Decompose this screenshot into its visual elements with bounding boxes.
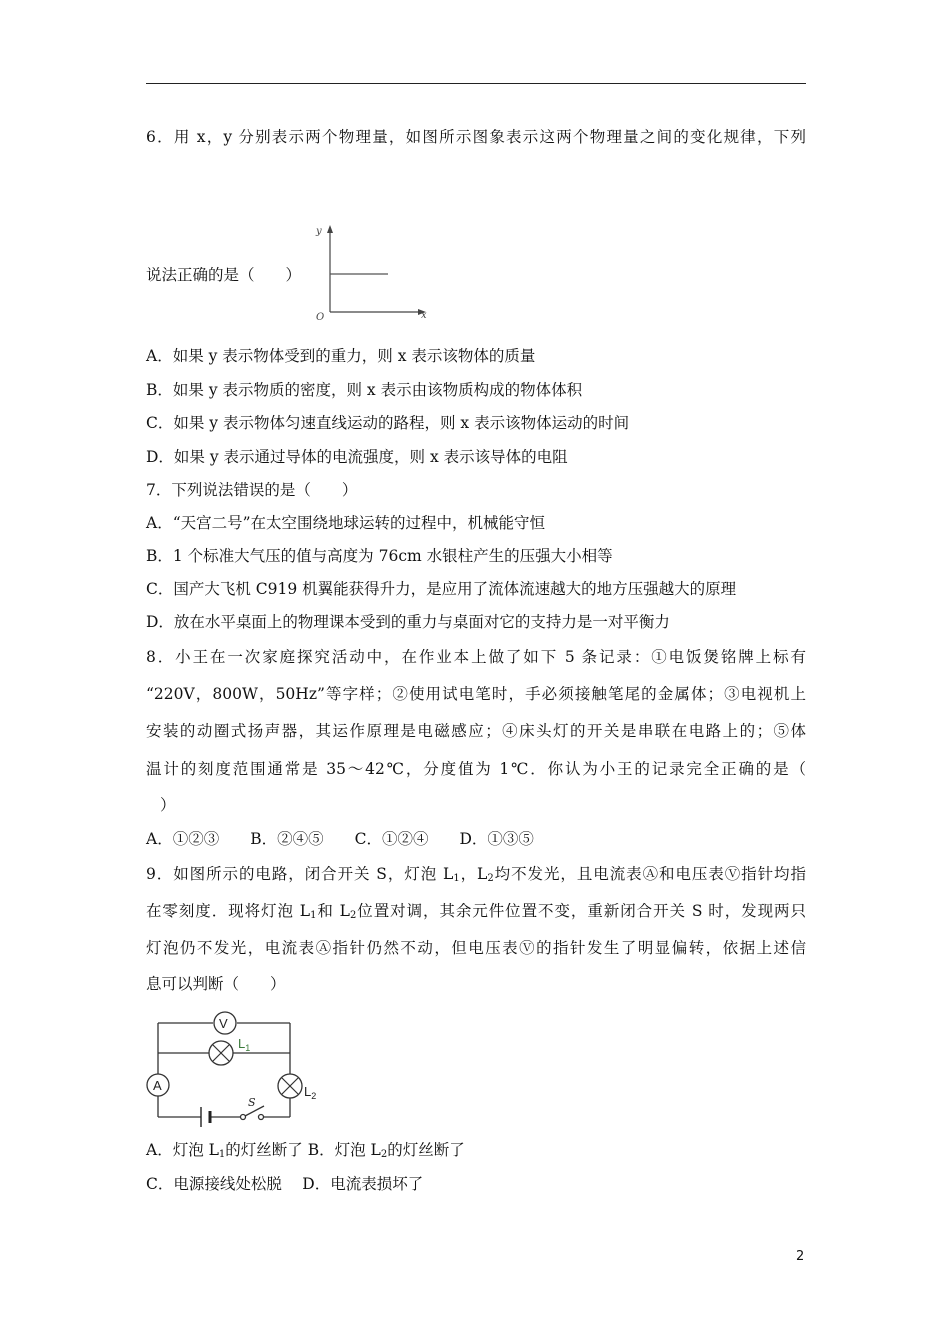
q8-line2: “220V，800W，50Hz”等字样；②使用试电笔时，手必须接触笔尾的金属体；③电视机上	[146, 685, 806, 703]
q6-option-d: D．如果 y 表示通过导体的电流强度，则 x 表示该导体的电阻	[146, 448, 568, 466]
q9-line4: 息可以判断（ ）	[146, 975, 286, 993]
q8-options: A．①②③ B．②④⑤ C．①②④ D．①③⑤	[146, 830, 534, 848]
y-axis-arrow	[327, 225, 333, 233]
q7-stem: 7．下列说法错误的是（ ）	[146, 481, 358, 499]
q6-stem-line1: 6．用 x，y 分别表示两个物理量，如图所示图象表示这两个物理量之间的变化规律，下列	[146, 128, 806, 146]
lamp-l2-label: $L_2$	[304, 1084, 317, 1101]
voltmeter-label: V	[219, 1016, 228, 1031]
q8-line1: 8．小王在一次家庭探究活动中，在作业本上做了如下 5 条记录：①电饭煲铭牌上标有	[146, 648, 806, 666]
q9-options-cd: C．电源接线处松脱 D．电流表损坏了	[146, 1175, 424, 1193]
q8-line4: 温计的刻度范围通常是 35～42℃，分度值为 1℃．你认为小王的记录完全正确的是（	[146, 760, 806, 778]
lamp-l1-label: $L_1$	[238, 1036, 251, 1053]
q7-option-b: B．1 个标准大气压的值与高度为 76cm 水银柱产生的压强大小相等	[146, 547, 613, 565]
q6-option-b: B．如果 y 表示物质的密度，则 x 表示由该物质构成的物体体积	[146, 381, 583, 399]
q7-option-a: A．“天宫二号”在太空围绕地球运转的过程中，机械能守恒	[146, 514, 546, 532]
q7-option-d: D．放在水平桌面上的物理课本受到的重力与桌面对它的支持力是一对平衡力	[146, 613, 670, 631]
switch-label: S	[248, 1096, 256, 1109]
origin-label: O	[316, 312, 325, 322]
page-number: 2	[796, 1249, 805, 1264]
q8-line3: 安装的动圈式扬声器，其运作原理是电磁感应；④床头灯的开关是串联在电路上的；⑤体	[146, 722, 806, 740]
ammeter-label: A	[153, 1078, 162, 1093]
q8-line5: ）	[160, 796, 176, 814]
q6-graph	[308, 222, 433, 322]
q9-line1: 9．如图所示的电路，闭合开关 S，灯泡 $L_1$，$L_2$均不发光，且电流表Ⓐ和电压表Ⓥ指针均指	[146, 865, 806, 884]
q6-option-c: C．如果 y 表示物体匀速直线运动的路程，则 x 表示该物体运动的时间	[146, 414, 630, 432]
q6-stem-line2: 说法正确的是（ ）	[146, 266, 302, 284]
y-axis-label: y	[316, 226, 322, 237]
header-rule	[146, 83, 806, 84]
lamp-l2-symbol	[278, 1074, 302, 1098]
x-axis-label: x	[421, 310, 427, 321]
q9-line3: 灯泡仍不发光，电流表Ⓐ指针仍然不动，但电压表Ⓥ的指针发生了明显偏转，依据上述信	[146, 939, 806, 957]
q9-options-ab: A．灯泡 $L_1$的灯丝断了 B．灯泡 $L_2$的灯丝断了	[146, 1141, 465, 1160]
battery-symbol	[201, 1107, 210, 1127]
q9-circuit-diagram	[140, 1008, 326, 1130]
q7-option-c: C．国产大飞机 C919 机翼能获得升力，是应用了流体流速越大的地方压强越大的原理	[146, 580, 737, 598]
q6-option-a: A．如果 y 表示物体受到的重力，则 x 表示该物体的质量	[146, 347, 536, 365]
lamp-l1-symbol	[209, 1041, 233, 1065]
q9-line2: 在零刻度．现将灯泡 $L_1$和 $L_2$位置对调，其余元件位置不变，重新闭合开关 S 时，发现两只	[146, 902, 806, 921]
